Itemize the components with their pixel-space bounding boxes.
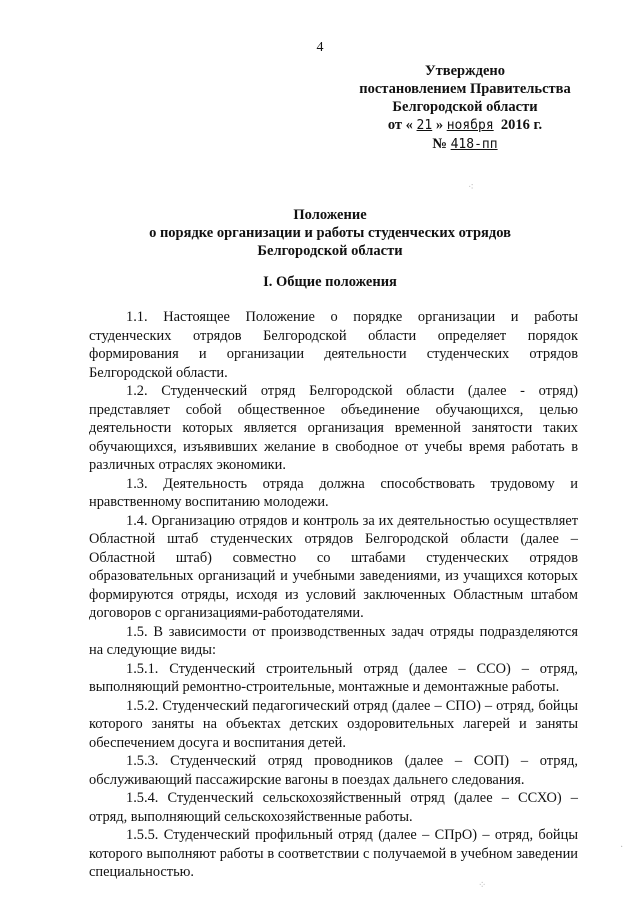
paragraph-1-1: 1.1. Настоящее Положение о порядке организации и работы студенческих отрядов Белгородской области определяет порядок формирования и организации деятельности студенческих отрядов Белгородской области. bbox=[89, 309, 578, 381]
page-number: 4 bbox=[316, 40, 324, 55]
approval-line-2: постановлением Правительства bbox=[359, 81, 571, 97]
approval-line-1: Утверждено bbox=[425, 63, 505, 79]
paragraph-1-2: 1.2. Студенческий отряд Белгородской области (далее - отряд) представляет собой общественное объединение обучающихся, целью деятельности которых является организация временной занятости таких обучающихся, изъявивших желание в свободное от учебы время работать в различных отраслях экономики. bbox=[89, 383, 578, 473]
approval-block bbox=[345, 62, 585, 154]
number-value: 418-пп bbox=[450, 137, 498, 152]
document-title bbox=[70, 206, 590, 260]
scan-speck: · bbox=[620, 842, 624, 853]
paragraph-1-5: 1.5. В зависимости от производственных задач отряды подразделяются на следующие виды: bbox=[89, 623, 578, 658]
paragraph-1-5-4: 1.5.4. Студенческий сельскохозяйственный отряд (далее – ССХО) – отряд, выполняющий сельскохозяйственные работы. bbox=[89, 790, 578, 825]
title-line-2: о порядке организации и работы студенческих отрядов bbox=[149, 225, 511, 241]
date-year: 2016 г. bbox=[500, 117, 543, 133]
title-line-1: Положение bbox=[293, 207, 367, 223]
paragraph-1-4: 1.4. Организацию отрядов и контроль за их деятельностью осуществляет Областной штаб студенческих отрядов Белгородской области (далее – Областной штаб) совместно со штабами студенческих отрядов образовательных организаций и учебными заведениями, из учащихся которых формируются отряды, исходя из условий заключенных Областным штабом договоров с организациями-работодателями. bbox=[89, 512, 578, 621]
title-line-3: Белгородской области bbox=[257, 243, 403, 259]
scan-speck: ⁘ bbox=[478, 880, 487, 891]
body-text bbox=[89, 308, 578, 882]
paragraph-1-5-3: 1.5.3. Студенческий отряд проводников (далее – СОП) – отряд, обслуживающий пассажирские вагоны в поездах дальнего следования. bbox=[89, 753, 578, 788]
approval-number bbox=[345, 135, 585, 154]
approval-date bbox=[345, 116, 585, 135]
paragraph-1-5-1: 1.5.1. Студенческий строительный отряд (далее – ССО) – отряд, выполняющий ремонтно-строительные, монтажные и демонтажные работы. bbox=[89, 660, 578, 695]
number-prefix: № bbox=[432, 136, 447, 152]
section-heading: I. Общие положения bbox=[263, 274, 397, 290]
approval-line-3: Белгородской области bbox=[392, 99, 538, 115]
date-mid: » bbox=[435, 117, 444, 133]
date-month: ноября bbox=[446, 118, 494, 133]
scan-speck: ⁖ bbox=[468, 182, 474, 193]
date-prefix: от « bbox=[387, 117, 413, 133]
paragraph-1-5-2: 1.5.2. Студенческий педагогический отряд (далее – СПО) – отряд, бойцы которого заняты на объектах детских оздоровительных лагерей и заняты обеспечением досуга и воспитания детей. bbox=[89, 697, 578, 751]
date-day: 21 bbox=[416, 118, 433, 133]
paragraph-1-5-5: 1.5.5. Студенческий профильный отряд (далее – СПрО) – отряд, бойцы которого выполняют работы в соответствии с получаемой в учебном заведении специальностью. bbox=[89, 827, 578, 880]
paragraph-1-3: 1.3. Деятельность отряда должна способствовать трудовому и нравственному воспитанию молодежи. bbox=[89, 475, 578, 510]
